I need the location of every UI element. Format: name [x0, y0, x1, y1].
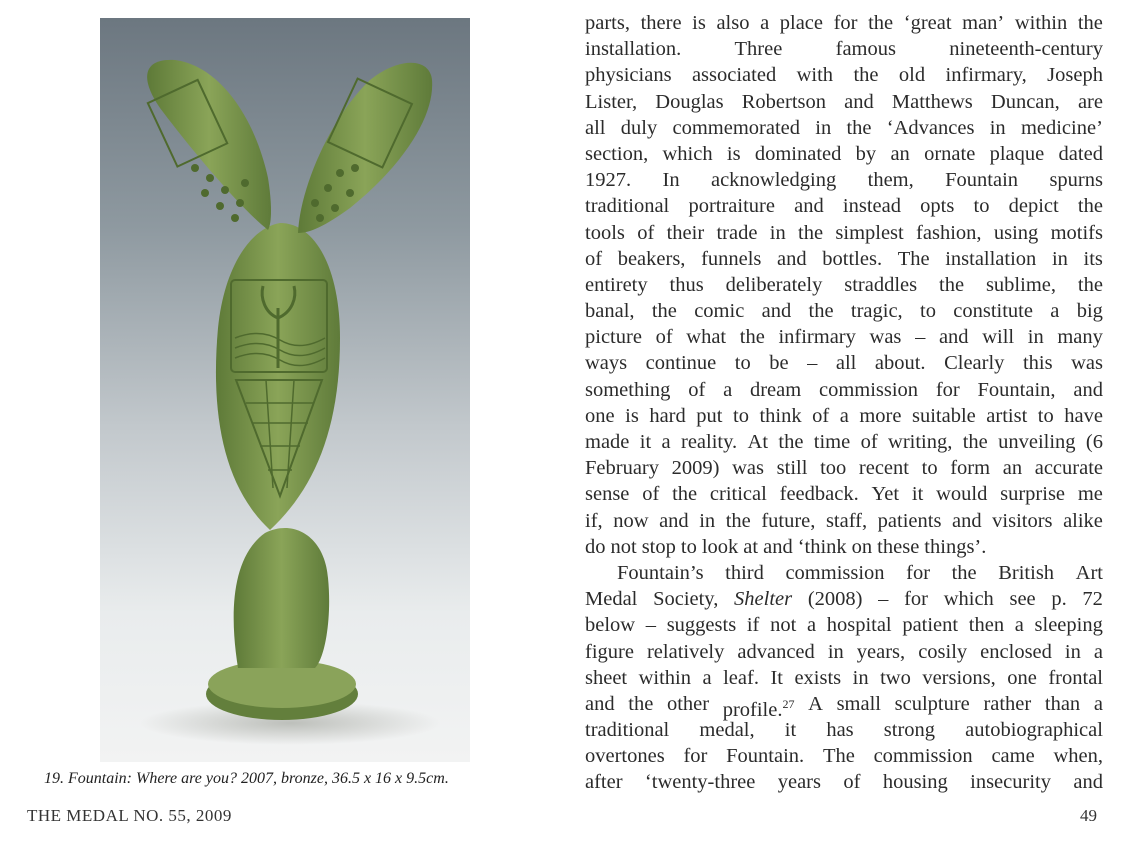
figure-caption: 19. Fountain: Where are you? 2007, bronze, 36.5 x 16 x 9.5cm. — [44, 770, 449, 787]
body-line: February 2009) was still too recent to form an accurate — [585, 457, 1103, 480]
body-line: do not stop to look at and ‘think on these things’. — [585, 535, 987, 558]
body-line: sense of the critical feedback. Yet it would surprise me — [585, 483, 1103, 506]
body-line: physicians associated with the old infirmary, Joseph — [585, 64, 1103, 87]
body-line: installation. Three famous nineteenth-century — [585, 38, 1103, 61]
body-line: parts, there is also a place for the ‘great man’ within the — [585, 12, 1103, 34]
sculpture-photo — [100, 18, 470, 762]
body-line: Medal Society, Shelter (2008) – for which see p. 72 — [585, 588, 1103, 611]
body-line: entirety thus deliberately straddles the sublime, the — [585, 273, 1103, 296]
body-line: figure relatively advanced in years, cosily enclosed in a — [585, 640, 1103, 663]
body-line: picture of what the infirmary was – and will in many — [585, 326, 1103, 349]
body-line: Fountain’s third commission for the British Art — [617, 561, 1103, 584]
body-line: Lister, Douglas Robertson and Matthews Duncan, are — [585, 90, 1103, 113]
body-line: ways continue to be – all about. Clearly this was — [585, 352, 1103, 375]
body-line: one is hard put to think of a more suitable artist to have — [585, 404, 1103, 427]
body-line: below – suggests if not a hospital patient then a sleeping — [585, 614, 1103, 637]
body-line: traditional portraiture and instead opts to depict the — [585, 195, 1103, 218]
page-number: 49 — [1080, 806, 1097, 825]
body-line: overtones for Fountain. The commission came when, — [585, 745, 1103, 768]
body-line: section, which is dominated by an ornate plaque dated — [585, 142, 1103, 165]
body-line: all duly commemorated in the ‘Advances in medicine’ — [585, 116, 1103, 139]
body-line: traditional medal, it has strong autobiographical — [585, 719, 1103, 742]
sculpture-illustration — [100, 18, 470, 762]
body-line: of beakers, funnels and bottles. The installation in its — [585, 247, 1103, 270]
body-line: something of a dream commission for Fountain, and — [585, 378, 1103, 401]
body-line: after ‘twenty-three years of housing insecurity and — [585, 771, 1103, 794]
body-line: banal, the comic and the tragic, to constitute a big — [585, 300, 1103, 323]
body-line: made it a reality. At the time of writing, the unveiling (6 — [585, 431, 1103, 453]
body-line: sheet within a leaf. It exists in two versions, one frontal — [585, 666, 1103, 689]
body-text — [585, 10, 1103, 796]
body-line: and the other profile.$^{27}$ A small sculpture rather than a — [585, 692, 1103, 721]
body-line: 1927. In acknowledging them, Fountain spurns — [585, 169, 1103, 192]
journal-footer: THE MEDAL NO. 55, 2009 — [27, 806, 232, 825]
body-line: tools of their trade in the simplest fashion, using motifs — [585, 221, 1103, 244]
body-line: if, now and in the future, staff, patients and visitors alike — [585, 509, 1103, 532]
